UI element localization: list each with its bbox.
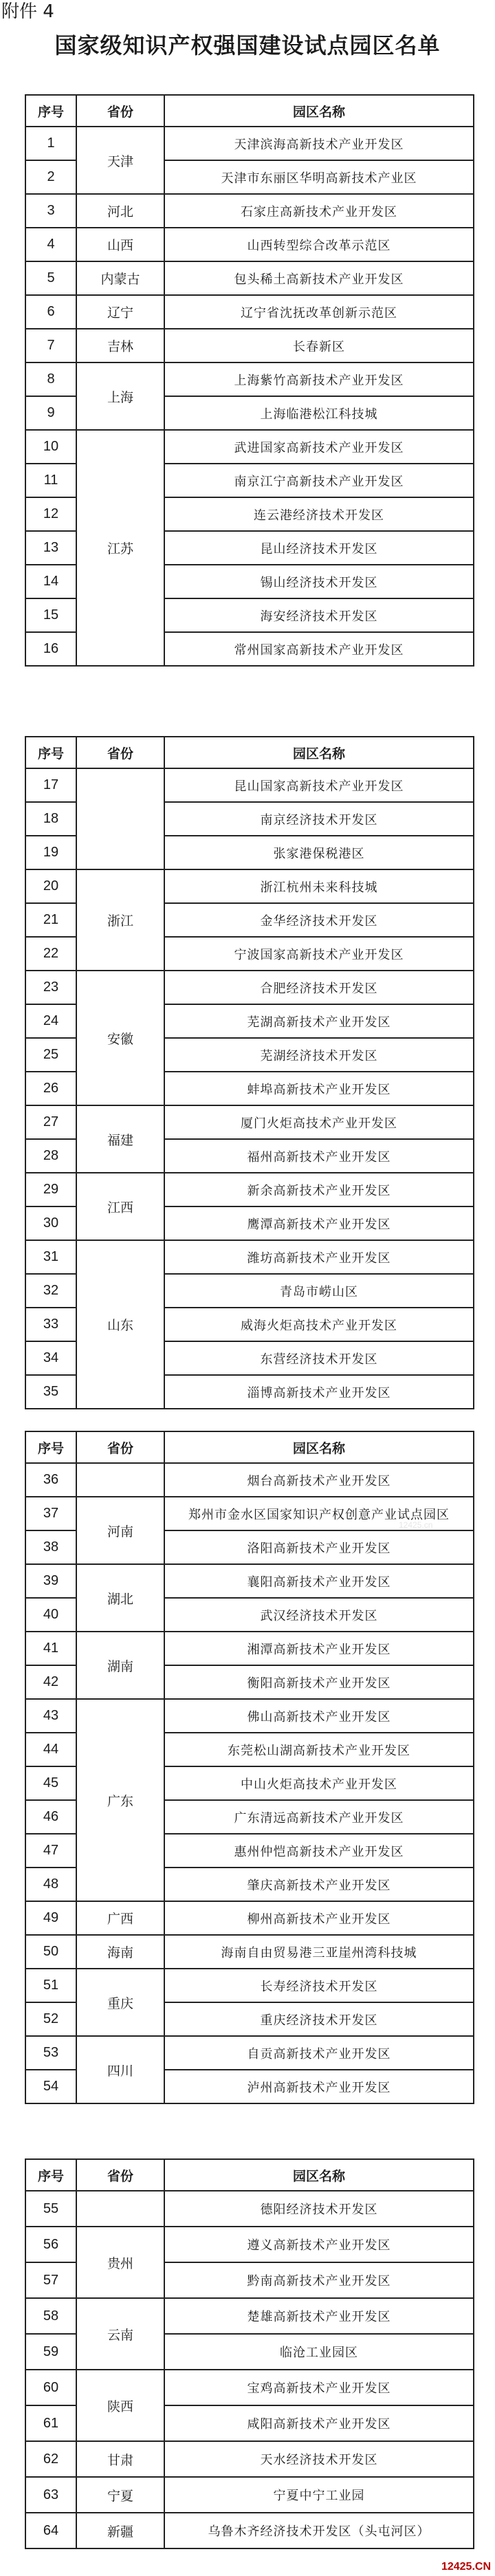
row-park-name: 武汉经济技术开发区 <box>164 1598 474 1632</box>
row-park-name: 辽宁省沈抚改革创新示范区 <box>164 295 474 329</box>
page-title: 国家级知识产权强国建设试点园区名单 <box>54 32 441 58</box>
park-list-table <box>25 94 474 667</box>
row-park-name: 上海紫竹高新技术产业开发区 <box>164 362 474 396</box>
header-province: 省份 <box>76 1431 164 1463</box>
row-seq: 19 <box>25 836 76 869</box>
row-seq: 27 <box>25 1105 76 1139</box>
row-park-name: 天津滨海高新技术产业开发区 <box>164 127 474 160</box>
row-province: 上海 <box>76 362 164 430</box>
table-row <box>25 1699 474 1733</box>
header-seq: 序号 <box>25 95 76 127</box>
row-province <box>76 768 164 869</box>
row-seq: 28 <box>25 1139 76 1173</box>
row-province: 江苏 <box>76 430 164 666</box>
row-park-name: 海南自由贸易港三亚崖州湾科技城 <box>164 1935 474 1969</box>
row-province: 天津 <box>76 127 164 194</box>
row-province: 甘肃 <box>76 2441 164 2477</box>
row-park-name: 合肥经济技术开发区 <box>164 971 474 1004</box>
row-seq: 56 <box>25 2227 76 2262</box>
row-park-name: 常州国家高新技术产业开发区 <box>164 632 474 666</box>
row-park-name: 宁夏中宁工业园 <box>164 2477 474 2513</box>
table-row <box>25 1935 474 1969</box>
row-seq: 17 <box>25 768 76 802</box>
row-park-name: 湘潭高新技术产业开发区 <box>164 1632 474 1665</box>
table-row <box>25 228 474 261</box>
row-seq: 18 <box>25 802 76 836</box>
row-province <box>76 1463 164 1497</box>
row-seq: 64 <box>25 2513 76 2548</box>
row-seq: 45 <box>25 1766 76 1800</box>
row-park-name: 郑州市金水区国家知识产权创意产业试点园区 <box>164 1497 474 1530</box>
row-park-name: 襄阳高新技术产业开发区 <box>164 1564 474 1598</box>
table-row <box>25 362 474 396</box>
row-seq: 15 <box>25 598 76 632</box>
header-province: 省份 <box>76 95 164 127</box>
row-park-name: 惠州仲恺高新技术产业开发区 <box>164 1834 474 1868</box>
table-row <box>25 2227 474 2262</box>
row-seq: 1 <box>25 127 76 160</box>
park-list-table <box>25 1431 474 2104</box>
header-park: 园区名称 <box>164 1431 474 1463</box>
row-province: 湖北 <box>76 1564 164 1632</box>
row-province: 河北 <box>76 194 164 228</box>
row-seq: 16 <box>25 632 76 666</box>
row-province: 吉林 <box>76 329 164 362</box>
row-park-name: 张家港保税港区 <box>164 836 474 869</box>
row-province: 陕西 <box>76 2370 164 2441</box>
row-park-name: 肇庆高新技术产业开发区 <box>164 1868 474 1901</box>
table-row <box>25 1463 474 1497</box>
row-park-name: 厦门火炬高技术产业开发区 <box>164 1105 474 1139</box>
row-park-name: 芜湖高新技术产业开发区 <box>164 1004 474 1038</box>
row-province: 重庆 <box>76 1969 164 2036</box>
row-seq: 51 <box>25 1969 76 2002</box>
row-seq: 55 <box>25 2191 76 2227</box>
row-seq: 4 <box>25 228 76 261</box>
table-row <box>25 295 474 329</box>
row-park-name: 重庆经济技术开发区 <box>164 2002 474 2036</box>
row-seq: 43 <box>25 1699 76 1733</box>
row-seq: 30 <box>25 1206 76 1240</box>
row-seq: 57 <box>25 2262 76 2298</box>
row-park-name: 南京江宁高新技术产业开发区 <box>164 464 474 497</box>
row-park-name: 乌鲁木齐经济技术开发区（头屯河区） <box>164 2513 474 2548</box>
row-seq: 44 <box>25 1733 76 1766</box>
row-seq: 41 <box>25 1632 76 1665</box>
row-park-name: 泸州高新技术产业开发区 <box>164 2070 474 2103</box>
row-province: 安徽 <box>76 971 164 1105</box>
row-province: 山东 <box>76 1240 164 1409</box>
row-park-name: 威海火炬高技术产业开发区 <box>164 1308 474 1341</box>
header-seq: 序号 <box>25 2159 76 2191</box>
table-row <box>25 869 474 903</box>
table-row <box>25 2036 474 2070</box>
row-park-name: 临沧工业园区 <box>164 2334 474 2370</box>
header-park: 园区名称 <box>164 2159 474 2191</box>
header-park: 园区名称 <box>164 737 474 768</box>
row-seq: 61 <box>25 2405 76 2441</box>
row-park-name: 长春新区 <box>164 329 474 362</box>
row-park-name: 昆山国家高新技术产业开发区 <box>164 768 474 802</box>
table-row <box>25 971 474 1004</box>
row-seq: 32 <box>25 1274 76 1308</box>
row-seq: 37 <box>25 1497 76 1530</box>
table-row <box>25 2441 474 2477</box>
row-province: 江西 <box>76 1173 164 1240</box>
site-watermark: 12425.CN <box>441 2561 491 2573</box>
row-province: 浙江 <box>76 869 164 971</box>
row-park-name: 洛阳高新技术产业开发区 <box>164 1530 474 1564</box>
table-header-row <box>25 95 474 127</box>
row-park-name: 海安经济技术开发区 <box>164 598 474 632</box>
row-park-name: 福州高新技术产业开发区 <box>164 1139 474 1173</box>
row-province: 新疆 <box>76 2513 164 2548</box>
row-seq: 33 <box>25 1308 76 1341</box>
annex-label: 附件 4 <box>1 1 54 22</box>
row-seq: 39 <box>25 1564 76 1598</box>
row-park-name: 黔南高新技术产业开发区 <box>164 2262 474 2298</box>
table-row <box>25 1969 474 2002</box>
row-seq: 47 <box>25 1834 76 1868</box>
row-seq: 59 <box>25 2334 76 2370</box>
table-row <box>25 2477 474 2513</box>
row-seq: 13 <box>25 531 76 565</box>
row-seq: 36 <box>25 1463 76 1497</box>
row-park-name: 东莞松山湖高新技术产业开发区 <box>164 1733 474 1766</box>
row-park-name: 包头稀土高新技术产业开发区 <box>164 261 474 295</box>
row-seq: 8 <box>25 362 76 396</box>
row-park-name: 衡阳高新技术产业开发区 <box>164 1665 474 1699</box>
row-seq: 50 <box>25 1935 76 1969</box>
header-province: 省份 <box>76 2159 164 2191</box>
table-row <box>25 2298 474 2334</box>
park-list-table <box>25 736 474 1409</box>
row-park-name: 淄博高新技术产业开发区 <box>164 1375 474 1409</box>
row-park-name: 武进国家高新技术产业开发区 <box>164 430 474 464</box>
row-seq: 46 <box>25 1800 76 1834</box>
row-province: 湖南 <box>76 1632 164 1699</box>
table-row <box>25 2370 474 2405</box>
row-seq: 31 <box>25 1240 76 1274</box>
row-province: 宁夏 <box>76 2477 164 2513</box>
row-park-name: 宝鸡高新技术产业开发区 <box>164 2370 474 2405</box>
header-seq: 序号 <box>25 737 76 768</box>
row-park-name: 天水经济技术开发区 <box>164 2441 474 2477</box>
row-park-name: 山西转型综合改革示范区 <box>164 228 474 261</box>
row-park-name: 芜湖经济技术开发区 <box>164 1038 474 1072</box>
row-park-name: 连云港经济技术开发区 <box>164 497 474 531</box>
row-park-name: 浙江杭州未来科技城 <box>164 869 474 903</box>
row-province: 辽宁 <box>76 295 164 329</box>
row-park-name: 长寿经济技术开发区 <box>164 1969 474 2002</box>
row-seq: 49 <box>25 1901 76 1935</box>
row-province: 福建 <box>76 1105 164 1173</box>
row-province: 内蒙古 <box>76 261 164 295</box>
row-park-name: 蚌埠高新技术产业开发区 <box>164 1072 474 1105</box>
table-row <box>25 2191 474 2227</box>
row-park-name: 咸阳高新技术产业开发区 <box>164 2405 474 2441</box>
row-seq: 5 <box>25 261 76 295</box>
header-seq: 序号 <box>25 1431 76 1463</box>
row-park-name: 楚雄高新技术产业开发区 <box>164 2298 474 2334</box>
table-row <box>25 1564 474 1598</box>
row-park-name: 广东清远高新技术产业开发区 <box>164 1800 474 1834</box>
row-park-name: 青岛市崂山区 <box>164 1274 474 1308</box>
row-seq: 21 <box>25 903 76 937</box>
header-province: 省份 <box>76 737 164 768</box>
table-header-row <box>25 737 474 768</box>
row-province: 山西 <box>76 228 164 261</box>
row-park-name: 柳州高新技术产业开发区 <box>164 1901 474 1935</box>
row-park-name: 南京经济技术开发区 <box>164 802 474 836</box>
table-row <box>25 194 474 228</box>
row-seq: 53 <box>25 2036 76 2070</box>
row-seq: 14 <box>25 565 76 598</box>
park-list-table <box>25 2158 474 2549</box>
row-park-name: 昆山经济技术开发区 <box>164 531 474 565</box>
row-seq: 23 <box>25 971 76 1004</box>
row-park-name: 东营经济技术开发区 <box>164 1341 474 1375</box>
row-province <box>76 2191 164 2227</box>
table-row <box>25 127 474 160</box>
row-park-name: 鹰潭高新技术产业开发区 <box>164 1206 474 1240</box>
row-seq: 3 <box>25 194 76 228</box>
row-seq: 52 <box>25 2002 76 2036</box>
row-province: 海南 <box>76 1935 164 1969</box>
table-row <box>25 1632 474 1665</box>
row-seq: 11 <box>25 464 76 497</box>
row-seq: 35 <box>25 1375 76 1409</box>
row-park-name: 石家庄高新技术产业开发区 <box>164 194 474 228</box>
table-header-row <box>25 1431 474 1463</box>
table-row <box>25 768 474 802</box>
row-province: 河南 <box>76 1497 164 1564</box>
row-seq: 12 <box>25 497 76 531</box>
row-seq: 25 <box>25 1038 76 1072</box>
row-seq: 20 <box>25 869 76 903</box>
table-row <box>25 1901 474 1935</box>
row-park-name: 宁波国家高新技术产业开发区 <box>164 937 474 971</box>
row-seq: 10 <box>25 430 76 464</box>
row-park-name: 德阳经济技术开发区 <box>164 2191 474 2227</box>
row-seq: 58 <box>25 2298 76 2334</box>
row-seq: 24 <box>25 1004 76 1038</box>
row-park-name: 潍坊高新技术产业开发区 <box>164 1240 474 1274</box>
row-province: 广东 <box>76 1699 164 1901</box>
row-seq: 29 <box>25 1173 76 1206</box>
table-row <box>25 261 474 295</box>
row-seq: 6 <box>25 295 76 329</box>
row-park-name: 自贡高新技术产业开发区 <box>164 2036 474 2070</box>
row-seq: 60 <box>25 2370 76 2405</box>
row-seq: 62 <box>25 2441 76 2477</box>
row-province: 贵州 <box>76 2227 164 2298</box>
row-seq: 38 <box>25 1530 76 1564</box>
row-park-name: 金华经济技术开发区 <box>164 903 474 937</box>
row-park-name: 遵义高新技术产业开发区 <box>164 2227 474 2262</box>
faint-watermark: 12425.cn <box>399 1520 433 1530</box>
table-row <box>25 329 474 362</box>
table-row <box>25 1105 474 1139</box>
row-seq: 63 <box>25 2477 76 2513</box>
row-seq: 9 <box>25 396 76 430</box>
row-park-name: 烟台高新技术产业开发区 <box>164 1463 474 1497</box>
row-seq: 48 <box>25 1868 76 1901</box>
row-seq: 54 <box>25 2070 76 2103</box>
row-seq: 7 <box>25 329 76 362</box>
row-seq: 34 <box>25 1341 76 1375</box>
table-row <box>25 1240 474 1274</box>
row-park-name: 天津市东丽区华明高新技术产业区 <box>164 160 474 194</box>
header-park: 园区名称 <box>164 95 474 127</box>
row-seq: 26 <box>25 1072 76 1105</box>
table-row <box>25 430 474 464</box>
row-province: 云南 <box>76 2298 164 2370</box>
row-park-name: 佛山高新技术产业开发区 <box>164 1699 474 1733</box>
row-park-name: 上海临港松江科技城 <box>164 396 474 430</box>
row-park-name: 中山火炬高技术产业开发区 <box>164 1766 474 1800</box>
table-header-row <box>25 2159 474 2191</box>
row-seq: 22 <box>25 937 76 971</box>
row-province: 广西 <box>76 1901 164 1935</box>
row-seq: 40 <box>25 1598 76 1632</box>
row-seq: 42 <box>25 1665 76 1699</box>
row-seq: 2 <box>25 160 76 194</box>
row-province: 四川 <box>76 2036 164 2103</box>
row-park-name: 锡山经济技术开发区 <box>164 565 474 598</box>
table-row <box>25 2513 474 2548</box>
row-park-name: 新余高新技术产业开发区 <box>164 1173 474 1206</box>
table-row <box>25 1173 474 1206</box>
